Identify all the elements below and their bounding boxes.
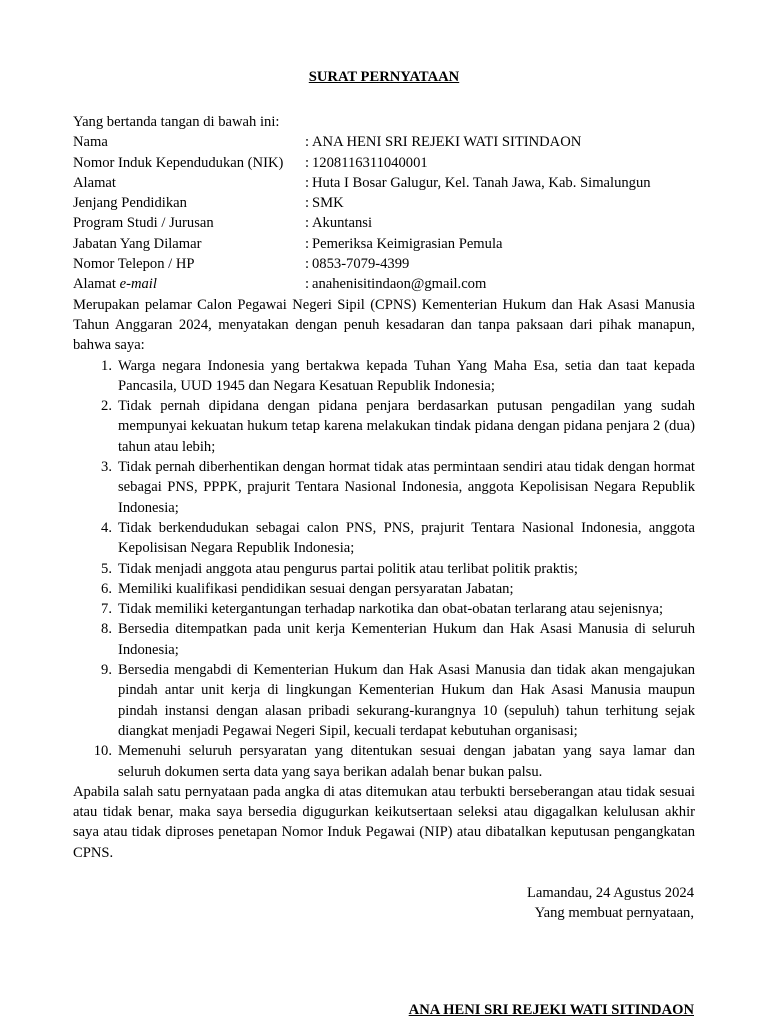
field-row-phone	[73, 254, 695, 274]
field-label: Nomor Telepon / HP	[73, 256, 195, 273]
list-number: 2.	[101, 398, 112, 415]
field-row-address	[73, 173, 695, 193]
list-number: 6.	[101, 580, 112, 597]
list-number: 5.	[101, 560, 112, 577]
list-item	[73, 579, 695, 599]
list-item	[73, 518, 695, 559]
field-label: Jenjang Pendidikan	[73, 195, 187, 212]
list-number: 8.	[101, 621, 112, 638]
list-number: 4.	[101, 519, 112, 536]
field-row-position	[73, 234, 695, 254]
list-text: Tidak memiliki ketergantungan terhadap narkotika dan obat-obatan terlarang atau sejenisnya;	[118, 601, 664, 618]
list-item	[73, 356, 695, 397]
field-row-name	[73, 132, 695, 152]
statement-list	[73, 356, 695, 782]
field-label: Program Studi / Jurusan	[73, 215, 214, 232]
field-label: Nomor Induk Kependudukan (NIK)	[73, 154, 284, 171]
identity-fields	[73, 132, 695, 294]
list-item	[73, 599, 695, 619]
preamble-paragraph: Merupakan pelamar Calon Pegawai Negeri Sipil (CPNS) Kementerian Hukum dan Hak Asasi Manusia Tahun Anggaran 2024, menyatakan dengan penuh kesadaran dan tanpa paksaan dari pihak manapun, bahwa saya:	[73, 296, 695, 354]
list-text: Memenuhi seluruh persyaratan yang ditentukan sesuai dengan jabatan yang saya lamar dan seluruh dokumen serta data yang saya berikan adalah benar bukan palsu.	[118, 743, 695, 780]
field-colon: :	[305, 215, 310, 232]
signoff-text: Yang membuat pernyataan,	[534, 905, 694, 922]
list-item	[73, 559, 695, 579]
field-value-nik: 1208116311040001	[312, 154, 428, 171]
list-number: 1.	[101, 357, 112, 374]
list-number: 9.	[101, 662, 112, 679]
signer-name: ANA HENI SRI REJEKI WATI SITINDAON	[408, 1001, 694, 1018]
field-label: Jabatan Yang Dilamar	[73, 235, 202, 252]
list-text: Bersedia ditempatkan pada unit kerja Kementerian Hukum dan Hak Asasi Manusia di seluruh Indonesia;	[118, 621, 695, 658]
field-row-email	[73, 274, 695, 294]
list-text: Tidak menjadi anggota atau pengurus partai politik atau terlibat politik praktis;	[118, 560, 578, 577]
closing-paragraph: Apabila salah satu pernyataan pada angka di atas ditemukan atau terbukti berseberangan atau tidak sesuai atau tidak benar, maka saya bersedia digugurkan keikutsertaan seleksi atau digagalkan kelulusan akhir saya atau tidak diproses penetapan Nomor Induk Pegawai (NIP) atau dibatalkan keputusan pengangkatan CPNS.	[73, 783, 695, 861]
field-label	[73, 274, 305, 294]
field-row-nik	[73, 153, 695, 173]
list-text: Tidak berkendudukan sebagai calon PNS, PNS, prajurit Tentara Nasional Indonesia, anggota Kepolisisan Negara Republik Indonesia;	[118, 519, 695, 557]
list-text: Bersedia mengabdi di Kementerian Hukum dan Hak Asasi Manusia dan tidak akan mengajukan pindah antar unit kerja di lingkungan Kementerian Hukum dan Hak Asasi Manusia maupun pindah instansi dengan alasan pribadi sekurang-kurangnya 10 (sepuluh) tahun terhitung sejak diangkat menjadi Pegawai Negeri Sipil, kecuali terdapat kebutuhan organisasi;	[118, 662, 695, 739]
field-value-education: SMK	[312, 195, 344, 212]
field-colon: :	[305, 154, 310, 171]
field-label: Nama	[73, 134, 108, 151]
intro-text: Yang bertanda tangan di bawah ini:	[73, 114, 280, 130]
list-text: Warga negara Indonesia yang bertakwa kepada Tuhan Yang Maha Esa, setia dan taat kepada Pancasila, UUD 1945 dan Negara Kesatuan Republik Indonesia;	[118, 357, 695, 394]
signature-block	[73, 883, 695, 924]
list-number: 7.	[101, 601, 112, 618]
field-colon: :	[305, 256, 310, 273]
list-item	[73, 457, 695, 518]
list-text: Tidak pernah diberhentikan dengan hormat tidak atas permintaan sendiri atau tidak dengan hormat sebagai PNS, PPPK, prajurit Tentara Nasional Indonesia, anggota Kepolisisan Negara Republik Indonesia;	[118, 459, 695, 516]
field-row-major	[73, 213, 695, 233]
list-item	[73, 396, 695, 457]
field-label-prefix: Alamat	[73, 276, 120, 293]
field-colon: :	[305, 134, 310, 151]
field-colon: :	[305, 235, 310, 252]
document-title: SURAT PERNYATAAN	[308, 69, 460, 85]
place-date: Lamandau, 24 Agustus 2024	[526, 884, 694, 901]
field-label-italic: e-mail	[119, 276, 157, 293]
list-text: Memiliki kualifikasi pendidikan sesuai dengan persyaratan Jabatan;	[118, 580, 514, 597]
field-value-phone: 0853-7079-4399	[312, 256, 410, 273]
field-colon: :	[305, 195, 310, 212]
list-item	[73, 619, 695, 660]
list-number: 3.	[101, 459, 112, 476]
field-colon: :	[305, 276, 310, 293]
field-colon: :	[305, 174, 310, 191]
field-label: Alamat	[73, 174, 116, 191]
field-value-address: Huta I Bosar Galugur, Kel. Tanah Jawa, Kab. Simalungun	[312, 174, 651, 191]
list-item	[73, 741, 695, 782]
list-text: Tidak pernah dipidana dengan pidana penjara berdasarkan putusan pengadilan yang sudah mempunyai kekuatan hukum tetap karena melakukan tindak pidana dengan pidana penjara 2 (dua) tahun atau lebih;	[118, 398, 695, 455]
list-item	[73, 660, 695, 741]
field-value-major: Akuntansi	[312, 215, 372, 232]
list-number: 10.	[93, 743, 112, 760]
field-value-email: anahenisitindaon@gmail.com	[312, 276, 487, 293]
field-value-name: ANA HENI SRI REJEKI WATI SITINDAON	[312, 134, 582, 151]
field-value-position: Pemeriksa Keimigrasian Pemula	[312, 235, 503, 252]
field-row-education	[73, 193, 695, 213]
